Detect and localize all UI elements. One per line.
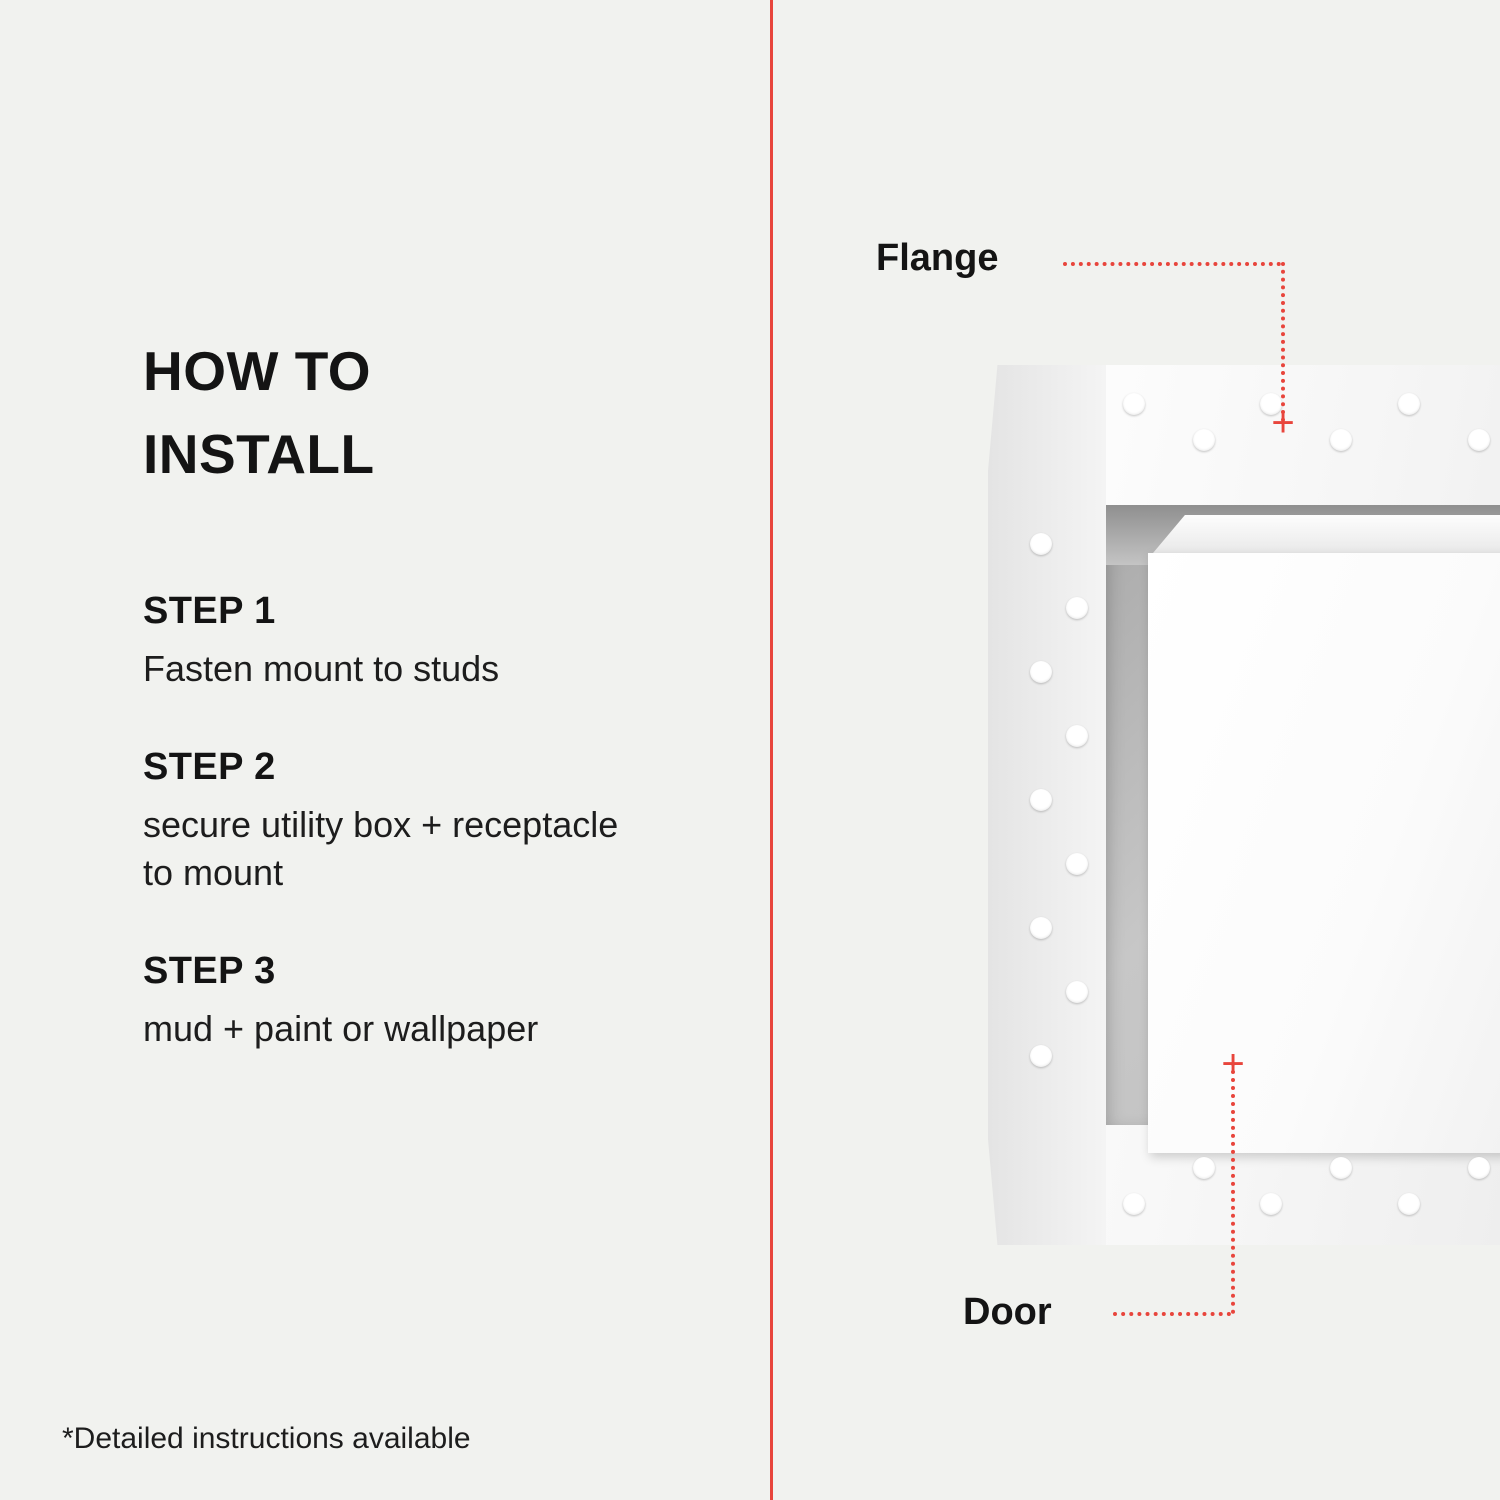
callout-marker-door: + bbox=[1221, 1042, 1245, 1086]
page-title bbox=[143, 330, 683, 495]
flange-perforation-dot bbox=[1066, 853, 1088, 875]
callout-leader-door-vertical bbox=[1231, 1062, 1235, 1314]
flange-perforation-dot bbox=[1330, 1157, 1352, 1179]
step-3-description: mud + paint or wallpaper bbox=[143, 1007, 539, 1049]
product-illustration-panel bbox=[773, 0, 1500, 1500]
flange-perforation-dot bbox=[1123, 393, 1145, 415]
flange-perforation-dot bbox=[1066, 597, 1088, 619]
step-item bbox=[143, 746, 703, 898]
flange-perforation-dot bbox=[1066, 725, 1088, 747]
callout-leader-flange-horizontal bbox=[1063, 262, 1281, 266]
callout-label-door: Door bbox=[963, 1291, 1052, 1333]
callout-label-flange: Flange bbox=[876, 237, 999, 279]
step-item bbox=[143, 950, 703, 1054]
step-1-description: Fasten mount to studs bbox=[143, 648, 500, 689]
flange-perforation-dot bbox=[1468, 429, 1490, 451]
flange-perforation-dot bbox=[1330, 429, 1352, 451]
footnote: *Detailed instructions available bbox=[62, 1422, 471, 1455]
step-1-title: STEP 1 bbox=[143, 590, 276, 632]
flange-perforation-dot bbox=[1398, 393, 1420, 415]
flange-perforation-dot bbox=[1193, 429, 1215, 451]
flange-perforation-dot bbox=[1030, 1045, 1052, 1067]
step-2-title: STEP 2 bbox=[143, 745, 276, 788]
recessed-box-product-image bbox=[988, 365, 1500, 1245]
callout-leader-flange-vertical bbox=[1281, 262, 1285, 422]
step-item bbox=[143, 590, 703, 694]
flange-perforation-dot bbox=[1030, 917, 1052, 939]
flange-perforation-dot bbox=[1030, 533, 1052, 555]
flange-perforation-dot bbox=[1468, 1157, 1490, 1179]
callout-leader-door-horizontal bbox=[1113, 1312, 1231, 1316]
door-face bbox=[1148, 553, 1500, 1153]
flange-perforation-dot bbox=[1030, 789, 1052, 811]
flange-perforation-dot bbox=[1123, 1193, 1145, 1215]
step-3-title: STEP 3 bbox=[143, 949, 276, 992]
flange-perforation-dot bbox=[1066, 981, 1088, 1003]
flange-perforation-dot bbox=[1260, 1193, 1282, 1215]
page-title-line-1: HOW TO bbox=[143, 340, 372, 402]
flange-perforation-dot bbox=[1193, 1157, 1215, 1179]
page-title-line-2: INSTALL bbox=[143, 422, 375, 485]
callout-marker-flange: + bbox=[1271, 401, 1295, 445]
flange-perforation-dot bbox=[1030, 661, 1052, 683]
steps-list bbox=[143, 590, 703, 1105]
step-2-description: secure utility box + receptacle to mount bbox=[143, 803, 619, 894]
flange-perforation-dot bbox=[1398, 1193, 1420, 1215]
